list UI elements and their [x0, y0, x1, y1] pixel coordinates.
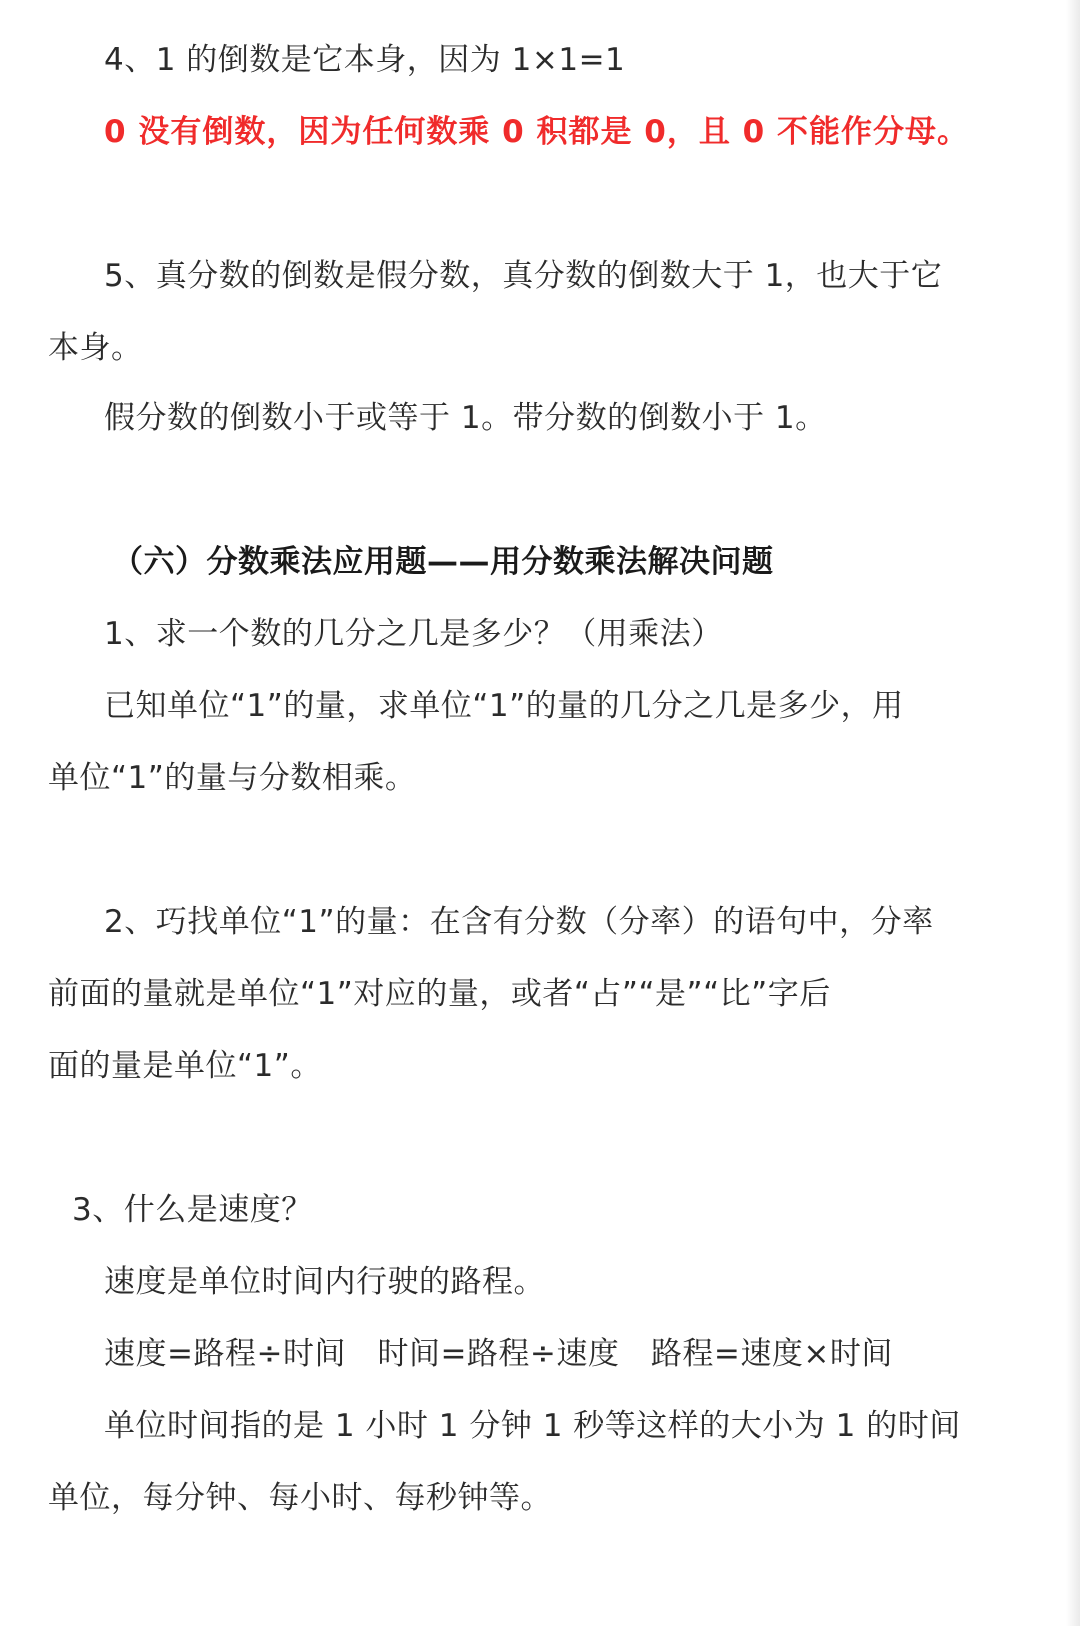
page-edge-shadow	[1066, 0, 1080, 1626]
question-one-line: 1、求一个数的几分之几是多少？（用乘法）	[104, 616, 723, 652]
speed-definition-line: 速度是单位时间内行驶的路程。	[104, 1264, 545, 1300]
unit-one-multiply-line: 已知单位“1”的量，求单位“1”的量的几分之几是多少，用	[104, 688, 904, 724]
section-heading: （六）分数乘法应用题——用分数乘法解决问题	[112, 544, 774, 580]
unit-time-line-cont: 单位，每分钟、每小时、每秒钟等。	[48, 1480, 552, 1516]
speed-formulas-line: 速度=路程÷时间 时间=路程÷速度 路程=速度×时间	[104, 1336, 893, 1372]
find-unit-one-line-cont-1: 前面的量就是单位“1”对应的量，或者“占”“是”“比”字后	[48, 976, 831, 1012]
find-unit-one-line: 2、巧找单位“1”的量：在含有分数（分率）的语句中，分率	[104, 904, 934, 940]
what-is-speed-line: 3、什么是速度？	[72, 1192, 313, 1228]
proper-fraction-reciprocal-line-cont: 本身。	[48, 330, 143, 366]
unit-time-line: 单位时间指的是 1 小时 1 分钟 1 秒等这样的大小为 1 的时间	[104, 1408, 961, 1444]
improper-mixed-fraction-line: 假分数的倒数小于或等于 1。带分数的倒数小于 1。	[104, 400, 827, 436]
unit-one-multiply-line-cont: 单位“1”的量与分数相乘。	[48, 760, 417, 796]
reciprocal-of-one-line: 4、1 的倒数是它本身，因为 1×1=1	[104, 42, 626, 78]
proper-fraction-reciprocal-line: 5、真分数的倒数是假分数，真分数的倒数大于 1，也大于它	[104, 258, 943, 294]
zero-no-reciprocal-highlight: 0 没有倒数，因为任何数乘 0 积都是 0，且 0 不能作分母。	[104, 114, 970, 150]
find-unit-one-line-cont-2: 面的量是单位“1”。	[48, 1048, 322, 1084]
